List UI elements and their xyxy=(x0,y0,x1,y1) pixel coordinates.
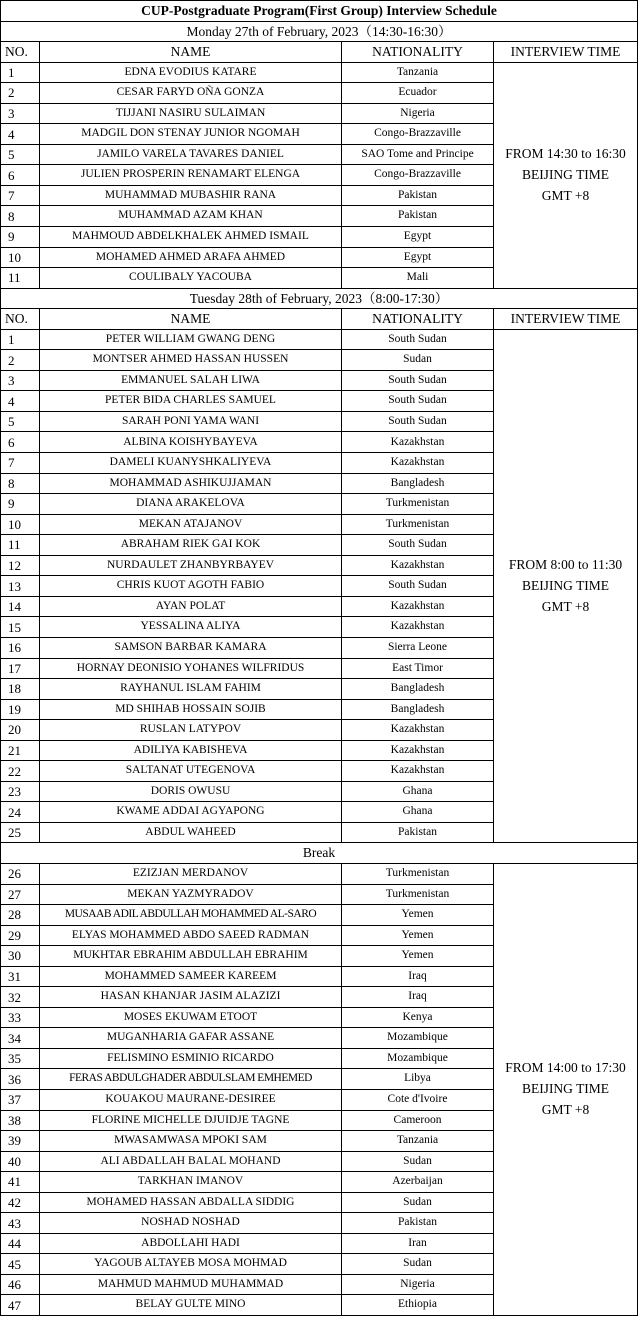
applicant-nationality: Tanzania xyxy=(342,62,494,83)
row-number: 37 xyxy=(1,1089,40,1110)
interview-time-line2: BEIJING TIME xyxy=(521,166,610,182)
applicant-nationality: Iraq xyxy=(342,987,494,1008)
row-number: 18 xyxy=(1,679,40,700)
applicant-name: ABRAHAM RIEK GAI KOK xyxy=(40,535,342,556)
applicant-name: RUSLAN LATYPOV xyxy=(40,720,342,741)
row-number: 29 xyxy=(1,925,40,946)
applicant-name: TIJJANI NASIRU SULAIMAN xyxy=(40,103,342,124)
applicant-name: CHRIS KUOT AGOTH FABIO xyxy=(40,576,342,597)
applicant-name: KOUAKOU MAURANE-DESIREE xyxy=(40,1089,342,1110)
applicant-name: RAYHANUL ISLAM FAHIM xyxy=(40,679,342,700)
applicant-nationality: East Timor xyxy=(342,658,494,679)
applicant-name: CESAR FARYD OÑA GONZA xyxy=(40,83,342,104)
applicant-name: MADGIL DON STENAY JUNIOR NGOMAH xyxy=(40,124,342,145)
applicant-name: MUSAAB ADIL ABDULLAH MOHAMMED AL-SARO xyxy=(40,905,342,926)
row-number: 12 xyxy=(1,555,40,576)
applicant-name: TARKHAN IMANOV xyxy=(40,1172,342,1193)
applicant-name: MWASAMWASA MPOKI SAM xyxy=(40,1131,342,1152)
row-number: 34 xyxy=(1,1028,40,1049)
applicant-nationality: Turkmenistan xyxy=(342,494,494,515)
row-number: 32 xyxy=(1,987,40,1008)
session-header-row xyxy=(1,21,638,42)
interview-time-line2: BEIJING TIME xyxy=(521,577,610,593)
no-column-header: NO. xyxy=(1,309,40,330)
applicant-nationality: Kazakhstan xyxy=(342,453,494,474)
applicant-nationality: Kazakhstan xyxy=(342,720,494,741)
applicant-nationality: Tanzania xyxy=(342,1131,494,1152)
interview-time-line1: FROM 14:00 to 17:30 xyxy=(505,1060,626,1076)
applicant-name: MOHAMED HASSAN ABDALLA SIDDIG xyxy=(40,1192,342,1213)
interview-time-column-header: INTERVIEW TIME xyxy=(494,42,638,63)
applicant-nationality: Bangladesh xyxy=(342,473,494,494)
applicant-name: EDNA EVODIUS KATARE xyxy=(40,62,342,83)
row-number: 28 xyxy=(1,905,40,926)
row-number: 8 xyxy=(1,473,40,494)
applicant-name: MUHAMMAD AZAM KHAN xyxy=(40,206,342,227)
no-column-header: NO. xyxy=(1,42,40,63)
row-number: 9 xyxy=(1,494,40,515)
row-number: 9 xyxy=(1,227,40,248)
applicant-nationality: Yemen xyxy=(342,946,494,967)
row-number: 30 xyxy=(1,946,40,967)
row-number: 5 xyxy=(1,144,40,165)
name-column-header: NAME xyxy=(40,309,342,330)
applicant-nationality: Mozambique xyxy=(342,1048,494,1069)
row-number: 45 xyxy=(1,1254,40,1275)
applicant-nationality: Mali xyxy=(342,268,494,289)
applicant-nationality: Yemen xyxy=(342,925,494,946)
applicant-nationality: Ghana xyxy=(342,802,494,823)
applicant-name: ABDUL WAHEED xyxy=(40,822,342,843)
applicant-nationality: Pakistan xyxy=(342,206,494,227)
applicant-name: PETER BIDA CHARLES SAMUEL xyxy=(40,391,342,412)
interview-time-line1: FROM 8:00 to 11:30 xyxy=(508,556,623,572)
applicant-name: NOSHAD NOSHAD xyxy=(40,1213,342,1234)
row-number: 6 xyxy=(1,165,40,186)
applicant-name: MOHAMMAD ASHIKUJJAMAN xyxy=(40,473,342,494)
column-header-row xyxy=(1,42,638,63)
applicant-name: FELISMINO ESMINIO RICARDO xyxy=(40,1048,342,1069)
table-row xyxy=(1,329,638,350)
applicant-nationality: Cameroon xyxy=(342,1110,494,1131)
session-date-label: Monday 27th of February, 2023（14:30-16:30） xyxy=(1,21,638,42)
applicant-name: JULIEN PROSPERIN RENAMART ELENGA xyxy=(40,165,342,186)
row-number: 43 xyxy=(1,1213,40,1234)
applicant-name: COULIBALY YACOUBA xyxy=(40,268,342,289)
row-number: 8 xyxy=(1,206,40,227)
applicant-name: YESSALINA ALIYA xyxy=(40,617,342,638)
interview-time-line3: GMT +8 xyxy=(541,187,590,203)
interview-time-line1: FROM 14:30 to 16:30 xyxy=(505,145,626,161)
break-row xyxy=(1,843,638,864)
applicant-nationality: Kazakhstan xyxy=(342,432,494,453)
row-number: 15 xyxy=(1,617,40,638)
interview-time-cell xyxy=(494,329,638,843)
applicant-name: MOHAMED AHMED ARAFA AHMED xyxy=(40,247,342,268)
applicant-nationality: Congo-Brazzaville xyxy=(342,165,494,186)
applicant-nationality: Turkmenistan xyxy=(342,884,494,905)
applicant-nationality: Nigeria xyxy=(342,1274,494,1295)
applicant-nationality: Turkmenistan xyxy=(342,514,494,535)
applicant-nationality: Ecuador xyxy=(342,83,494,104)
row-number: 25 xyxy=(1,822,40,843)
applicant-nationality: Bangladesh xyxy=(342,679,494,700)
applicant-nationality: SAO Tome and Principe xyxy=(342,144,494,165)
interview-time-line3: GMT +8 xyxy=(541,1101,590,1117)
row-number: 41 xyxy=(1,1172,40,1193)
row-number: 33 xyxy=(1,1007,40,1028)
applicant-name: EZIZJAN MERDANOV xyxy=(40,863,342,884)
session-date-label: Tuesday 28th of February, 2023（8:00-17:30） xyxy=(1,288,638,309)
applicant-name: KWAME ADDAI AGYAPONG xyxy=(40,802,342,823)
applicant-nationality: Bangladesh xyxy=(342,699,494,720)
applicant-name: YAGOUB ALTAYEB MOSA MOHMAD xyxy=(40,1254,342,1275)
row-number: 38 xyxy=(1,1110,40,1131)
applicant-name: JAMILO VARELA TAVARES DANIEL xyxy=(40,144,342,165)
row-number: 1 xyxy=(1,329,40,350)
session-header-row xyxy=(1,288,638,309)
row-number: 47 xyxy=(1,1295,40,1316)
row-number: 4 xyxy=(1,124,40,145)
applicant-nationality: Congo-Brazzaville xyxy=(342,124,494,145)
applicant-nationality: Iran xyxy=(342,1233,494,1254)
table-row xyxy=(1,62,638,83)
applicant-name: MOHAMMED SAMEER KAREEM xyxy=(40,966,342,987)
title-row xyxy=(1,1,638,22)
applicant-nationality: Ethiopia xyxy=(342,1295,494,1316)
interview-time-column-header: INTERVIEW TIME xyxy=(494,309,638,330)
row-number: 7 xyxy=(1,453,40,474)
applicant-nationality: Sierra Leone xyxy=(342,637,494,658)
row-number: 24 xyxy=(1,802,40,823)
applicant-nationality: Sudan xyxy=(342,1192,494,1213)
applicant-nationality: Cote d'Ivoire xyxy=(342,1089,494,1110)
applicant-nationality: Nigeria xyxy=(342,103,494,124)
applicant-name: ALI ABDALLAH BALAL MOHAND xyxy=(40,1151,342,1172)
applicant-name: BELAY GULTE MINO xyxy=(40,1295,342,1316)
row-number: 13 xyxy=(1,576,40,597)
applicant-nationality: South Sudan xyxy=(342,535,494,556)
applicant-name: MAHMOUD ABDELKHALEK AHMED ISMAIL xyxy=(40,227,342,248)
row-number: 39 xyxy=(1,1131,40,1152)
applicant-name: MOSES EKUWAM ETOOT xyxy=(40,1007,342,1028)
applicant-name: DIANA ARAKELOVA xyxy=(40,494,342,515)
applicant-name: PETER WILLIAM GWANG DENG xyxy=(40,329,342,350)
row-number: 35 xyxy=(1,1048,40,1069)
applicant-nationality: Iraq xyxy=(342,966,494,987)
applicant-nationality: Egypt xyxy=(342,247,494,268)
row-number: 23 xyxy=(1,781,40,802)
applicant-name: ABDOLLAHI HADI xyxy=(40,1233,342,1254)
row-number: 5 xyxy=(1,411,40,432)
nationality-column-header: NATIONALITY xyxy=(342,309,494,330)
row-number: 4 xyxy=(1,391,40,412)
applicant-nationality: Kazakhstan xyxy=(342,596,494,617)
row-number: 2 xyxy=(1,83,40,104)
applicant-nationality: Pakistan xyxy=(342,822,494,843)
row-number: 19 xyxy=(1,699,40,720)
applicant-name: MONTSER AHMED HASSAN HUSSEN xyxy=(40,350,342,371)
applicant-nationality: Pakistan xyxy=(342,1213,494,1234)
row-number: 14 xyxy=(1,596,40,617)
applicant-nationality: Egypt xyxy=(342,227,494,248)
row-number: 27 xyxy=(1,884,40,905)
interview-time-cell xyxy=(494,863,638,1315)
row-number: 2 xyxy=(1,350,40,371)
row-number: 17 xyxy=(1,658,40,679)
name-column-header: NAME xyxy=(40,42,342,63)
applicant-name: FLORINE MICHELLE DJUIDJE TAGNE xyxy=(40,1110,342,1131)
applicant-name: SARAH PONI YAMA WANI xyxy=(40,411,342,432)
applicant-name: MUKHTAR EBRAHIM ABDULLAH EBRAHIM xyxy=(40,946,342,967)
applicant-nationality: South Sudan xyxy=(342,391,494,412)
row-number: 20 xyxy=(1,720,40,741)
applicant-nationality: South Sudan xyxy=(342,329,494,350)
interview-time-line2: BEIJING TIME xyxy=(521,1081,610,1097)
applicant-nationality: Kazakhstan xyxy=(342,740,494,761)
applicant-name: ADILIYA KABISHEVA xyxy=(40,740,342,761)
table-row xyxy=(1,863,638,884)
applicant-name: MEKAN YAZMYRADOV xyxy=(40,884,342,905)
schedule-title: CUP-Postgraduate Program(First Group) Interview Schedule xyxy=(1,1,638,22)
applicant-nationality: South Sudan xyxy=(342,576,494,597)
applicant-nationality: Turkmenistan xyxy=(342,863,494,884)
applicant-name: ALBINA KOISHYBAYEVA xyxy=(40,432,342,453)
applicant-nationality: Sudan xyxy=(342,1151,494,1172)
applicant-name: MUGANHARIA GAFAR ASSANE xyxy=(40,1028,342,1049)
row-number: 21 xyxy=(1,740,40,761)
row-number: 6 xyxy=(1,432,40,453)
applicant-name: MAHMUD MAHMUD MUHAMMAD xyxy=(40,1274,342,1295)
row-number: 7 xyxy=(1,185,40,206)
applicant-nationality: Kenya xyxy=(342,1007,494,1028)
applicant-nationality: South Sudan xyxy=(342,411,494,432)
applicant-nationality: Pakistan xyxy=(342,185,494,206)
applicant-nationality: Kazakhstan xyxy=(342,555,494,576)
row-number: 3 xyxy=(1,103,40,124)
nationality-column-header: NATIONALITY xyxy=(342,42,494,63)
interview-time-cell xyxy=(494,62,638,288)
row-number: 1 xyxy=(1,62,40,83)
row-number: 42 xyxy=(1,1192,40,1213)
applicant-name: EMMANUEL SALAH LIWA xyxy=(40,370,342,391)
applicant-nationality: Kazakhstan xyxy=(342,617,494,638)
row-number: 44 xyxy=(1,1233,40,1254)
applicant-nationality: Azerbaijan xyxy=(342,1172,494,1193)
applicant-nationality: Kazakhstan xyxy=(342,761,494,782)
row-number: 26 xyxy=(1,863,40,884)
applicant-name: MD SHIHAB HOSSAIN SOJIB xyxy=(40,699,342,720)
applicant-nationality: South Sudan xyxy=(342,370,494,391)
applicant-name: HORNAY DEONISIO YOHANES WILFRIDUS xyxy=(40,658,342,679)
applicant-name: FERAS ABDULGHADER ABDULSLAM EMHEMED xyxy=(40,1069,342,1090)
applicant-name: DORIS OWUSU xyxy=(40,781,342,802)
row-number: 3 xyxy=(1,370,40,391)
row-number: 22 xyxy=(1,761,40,782)
applicant-nationality: Libya xyxy=(342,1069,494,1090)
applicant-name: AYAN POLAT xyxy=(40,596,342,617)
row-number: 40 xyxy=(1,1151,40,1172)
row-number: 31 xyxy=(1,966,40,987)
row-number: 10 xyxy=(1,514,40,535)
row-number: 36 xyxy=(1,1069,40,1090)
applicant-nationality: Sudan xyxy=(342,350,494,371)
row-number: 46 xyxy=(1,1274,40,1295)
applicant-nationality: Mozambique xyxy=(342,1028,494,1049)
applicant-name: SAMSON BARBAR KAMARA xyxy=(40,637,342,658)
row-number: 11 xyxy=(1,535,40,556)
break-label: Break xyxy=(1,843,638,864)
applicant-nationality: Sudan xyxy=(342,1254,494,1275)
applicant-name: DAMELI KUANYSHKALIYEVA xyxy=(40,453,342,474)
column-header-row xyxy=(1,309,638,330)
interview-time-line3: GMT +8 xyxy=(541,598,590,614)
row-number: 10 xyxy=(1,247,40,268)
applicant-nationality: Ghana xyxy=(342,781,494,802)
applicant-name: HASAN KHANJAR JASIM ALAZIZI xyxy=(40,987,342,1008)
applicant-name: SALTANAT UTEGENOVA xyxy=(40,761,342,782)
row-number: 16 xyxy=(1,637,40,658)
schedule-body xyxy=(1,1,638,1316)
applicant-name: ELYAS MOHAMMED ABDO SAEED RADMAN xyxy=(40,925,342,946)
applicant-name: MUHAMMAD MUBASHIR RANA xyxy=(40,185,342,206)
applicant-nationality: Yemen xyxy=(342,905,494,926)
row-number: 11 xyxy=(1,268,40,289)
applicant-name: MEKAN ATAJANOV xyxy=(40,514,342,535)
applicant-name: NURDAULET ZHANBYRBAYEV xyxy=(40,555,342,576)
